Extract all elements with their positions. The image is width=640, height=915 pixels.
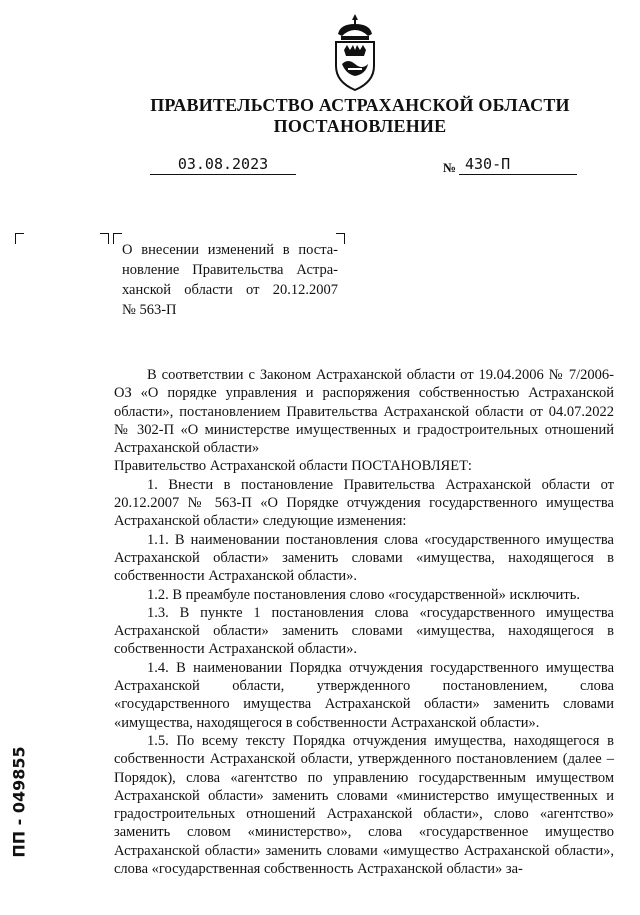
corner-mark-left-close	[100, 233, 109, 244]
serial-number: ПП - 049855	[9, 746, 29, 858]
clause-1-5: 1.5. По всему тексту Порядка отчуждения имущества, находящегося в собственности Астраханской области, утвержденного постановлением (далее – Порядок), слова «агентство по управлению государственным имуществом Астраханской области» заменить словами «министерство имущественных и градостроительных отношений Астраханской области», слово «агентство» заменить словом «министерство», слова «государственное имущество Астраханской области» заменить словами «имущество Астраханской области», слова «государственная собственность Астраханской области» за-	[114, 732, 614, 878]
document-date: 03.08.2023	[177, 155, 269, 173]
clause-1: 1. Внести в постановление Правительства Астраханской области от 20.12.2007 № 563-П «О Порядке отчуждения государственного имущества Астраханской области» следующие изменения:	[114, 476, 614, 530]
subject-line: новление Правительства Астра-	[122, 262, 338, 278]
clause-1-1: 1.1. В наименовании постановления слова «государственного имущества Астраханской области» заменить словами «имущества, находящегося в собственности Астраханской области».	[114, 531, 614, 585]
clause-1-3: 1.3. В пункте 1 постановления слова «государственного имущества Астраханской области» заменить словами «имущества, находящегося в собственности Астраханской области».	[114, 604, 614, 658]
government-title: ПРАВИТЕЛЬСТВО АСТРАХАНСКОЙ ОБЛАСТИ	[150, 95, 570, 115]
document-body	[114, 366, 614, 878]
subject-line: № 563-П	[122, 302, 177, 318]
subject-line: ханской области от 20.12.2007	[122, 282, 338, 298]
document-number: 430-П	[465, 155, 511, 173]
corner-mark-subject-open	[113, 233, 122, 244]
preamble-paragraph: В соответствии с Законом Астраханской области от 19.04.2006 № 7/2006-ОЗ «О порядке управления и распоряжения собственностью Астраханской области», постановлением Правительства Астраханской области от 04.07.2022 № 302-П «О министерстве имущественных и градостроительных отношений Астраханской области»	[114, 367, 614, 457]
subject-line: О внесении изменений в поста-	[122, 242, 338, 258]
corner-mark-left	[15, 233, 24, 244]
serial-stamp	[4, 738, 34, 866]
document-type-title: ПОСТАНОВЛЕНИЕ	[273, 116, 447, 136]
resolution-statement: Правительство Астраханской области ПОСТАНОВЛЯЕТ:	[114, 458, 472, 475]
date-underline	[150, 174, 296, 175]
number-sign: №	[443, 160, 457, 175]
clause-1-2: 1.2. В преамбуле постановления слово «государственной» исключить.	[147, 586, 580, 603]
number-underline	[459, 174, 577, 175]
coat-of-arms-icon	[328, 12, 382, 92]
clause-1-4: 1.4. В наименовании Порядка отчуждения государственного имущества Астраханской области, утвержденного постановлением, слова «государственного имущества Астраханской области» заменить словами «имущества, находящегося в собственности Астраханской области».	[114, 659, 614, 731]
document-subject	[122, 240, 338, 320]
